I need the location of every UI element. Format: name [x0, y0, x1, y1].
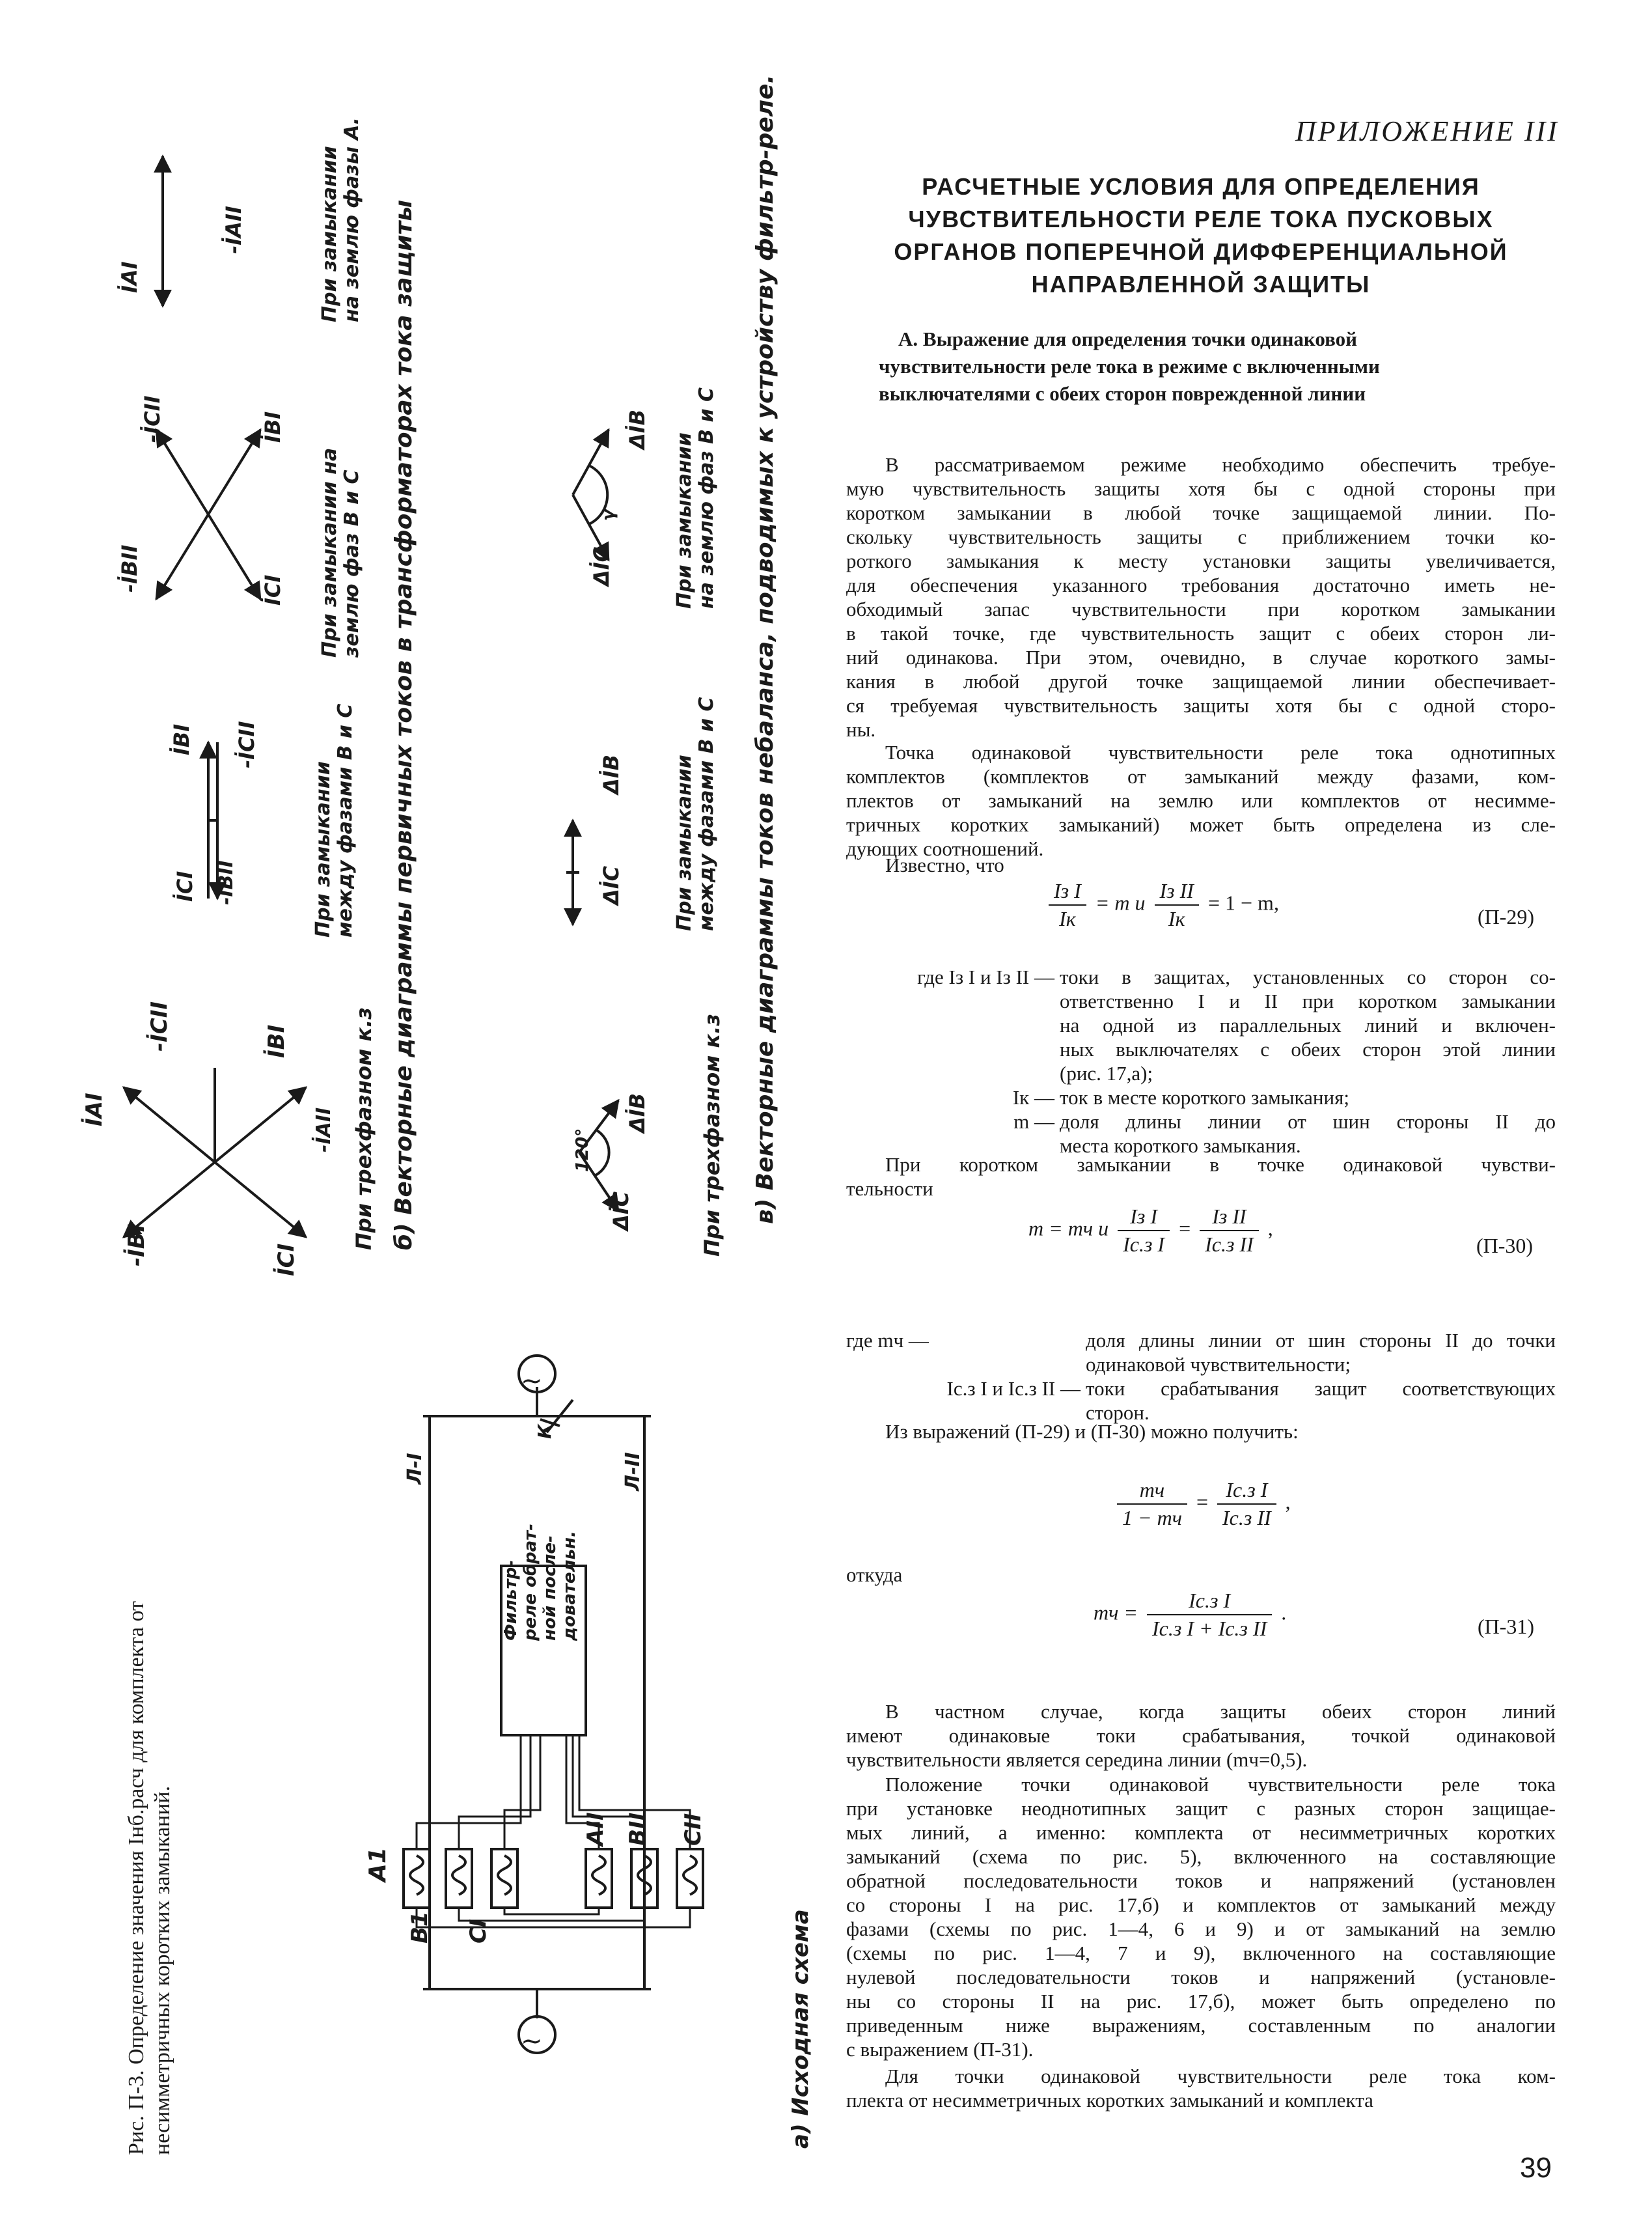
- text-line: Положение точки одинаковой чувствительности реле тока: [885, 1773, 1556, 1796]
- vector-label: İBI: [260, 411, 285, 443]
- paragraph-6: [846, 1772, 1556, 2061]
- line-label: Л-II: [622, 1452, 644, 1491]
- text-line: на одной из параллельных линий и включен-: [1060, 1014, 1556, 1037]
- definition-label: где Iз I и Iз II —: [917, 966, 1054, 988]
- definition-text: [1060, 965, 1556, 1085]
- text-line: скольку чувствительность защиты с приближением точки ко-: [846, 525, 1556, 548]
- fraction: [1118, 1205, 1170, 1257]
- definitions-p29: [846, 965, 1556, 1158]
- text-line: кания в любой другой точке защищаемой линии обеспечивает-: [846, 670, 1556, 693]
- ct-coils-left: [404, 1849, 517, 1908]
- definition-text: [1086, 1328, 1556, 1376]
- case-label: При трехфазном к.з: [351, 1007, 376, 1250]
- denominator: Iк: [1059, 907, 1076, 930]
- text-line: мую чувствительность защиты хотя бы с одной стороны при: [846, 477, 1556, 500]
- paragraph-3: [846, 1152, 1556, 1201]
- phase-label: A1: [365, 1847, 391, 1882]
- caption-line: Рис. П-3. Определение значения Iнб.расч для комплекта от: [124, 1600, 148, 2155]
- text-line: одинаковой чувствительности;: [1086, 1353, 1351, 1376]
- text-line: (рис. 17,а);: [1060, 1062, 1153, 1085]
- unbalance-diagram-bc: [566, 820, 579, 925]
- equation-number: (П-29): [1478, 905, 1535, 928]
- definition-label: где mч —: [846, 1329, 929, 1352]
- phase-label: B1: [407, 1911, 433, 1944]
- equation-p29: [1045, 879, 1279, 931]
- unbalance-diagram-bc-ground: [573, 430, 609, 560]
- numerator: Iз I: [1049, 879, 1086, 906]
- denominator: Iк: [1168, 907, 1185, 930]
- fault-point-label: К: [534, 1424, 555, 1439]
- text-line: При коротком замыкании в точке одинаковой чувстви-: [885, 1153, 1556, 1176]
- operator: mч =: [1094, 1600, 1138, 1624]
- operator: ,: [1285, 1490, 1291, 1514]
- text-line: ний одинакова. При этом, очевидно, в случае короткого замы-: [846, 646, 1556, 669]
- definition-text: [1086, 1376, 1556, 1425]
- relay-label-line: Фильтр-: [501, 1560, 521, 1641]
- operator: = 1 − m,: [1207, 891, 1279, 915]
- text-line: доля длины линии от шин стороны II до: [1060, 1110, 1556, 1133]
- subtitle-line: чувствительности реле тока в режиме с включенными: [879, 355, 1380, 378]
- text-line: Из выражений (П-29) и (П-30) можно получить:: [885, 1420, 1299, 1443]
- definition-row: [846, 1376, 1556, 1425]
- page-number: 39: [1520, 2152, 1552, 2184]
- definition-row: [846, 965, 1556, 1085]
- text-line: для обеспечения указанного требования достаточно иметь не-: [846, 574, 1556, 596]
- text-line: обратной последовательности токов и напряжений (установлен: [846, 1869, 1556, 1892]
- text-line: (схемы по рис. 1—4, 7 и 9), включенного на составляющие: [846, 1942, 1556, 1964]
- text-line: роткого замыкания к месту установки защиты увеличивается,: [846, 550, 1556, 572]
- case-label-line: между фазами В и С: [334, 703, 357, 938]
- case-label-line: При замыкании на: [318, 447, 341, 658]
- paragraph-5: [846, 1699, 1556, 1772]
- vector-label: ΔİC: [599, 865, 624, 905]
- case-label-line: между фазами В и С: [695, 697, 718, 931]
- vector-diagram-bc: [208, 742, 217, 899]
- text-line: фазами (схемы по рис. 1—4, 6 и 9) и от замыканий на землю: [846, 1917, 1556, 1940]
- vector-label: -İBI: [124, 1223, 150, 1266]
- text-line: ответственно I и II при коротком замыкании: [1060, 990, 1556, 1012]
- appendix-label: ПРИЛОЖЕНИЕ III: [1295, 115, 1559, 147]
- operator: .: [1281, 1600, 1287, 1624]
- paragraph-7: [846, 2064, 1556, 2112]
- operator: ,: [1267, 1216, 1273, 1240]
- case-label-line: При замыкании: [318, 146, 341, 322]
- numerator: mч: [1117, 1478, 1187, 1505]
- text-line: доля длины линии от шин стороны II до точки: [1086, 1329, 1556, 1352]
- vector-diagram-3ph: [124, 1068, 306, 1237]
- equation-number: (П-31): [1478, 1615, 1535, 1638]
- text-line: имеют одинаковые токи срабатывания, точкой одинаковой: [846, 1724, 1556, 1747]
- denominator: Iс.з I + Iс.з II: [1151, 1617, 1267, 1640]
- text-line: дующих соотношений.: [846, 837, 1044, 860]
- text-line: тричных коротких замыканий) может быть определена из сле-: [846, 813, 1556, 836]
- vector-label: İAI: [117, 261, 142, 293]
- subtitle-line: А. Выражение для определения точки одинаковой: [898, 328, 1358, 350]
- text-line: со стороны I на рис. 17,б) и комплектов от замыканий между: [846, 1893, 1556, 1916]
- angle-label: γ: [599, 509, 618, 521]
- numerator: Iс.з I: [1217, 1478, 1276, 1505]
- vector-label: İBI: [264, 1024, 290, 1058]
- section-heading: [866, 326, 1556, 408]
- case-label-line: на землю фазы А.: [340, 117, 363, 322]
- text-line: коротком замыкании в любой точке защищаемой линии. По-: [846, 501, 1556, 524]
- fraction: [1117, 1478, 1187, 1530]
- equation-intermediate: [1113, 1478, 1291, 1530]
- vector-label: ΔİB: [599, 754, 624, 794]
- text-line: сторон.: [1086, 1401, 1150, 1424]
- secondary-wiring: [417, 1735, 690, 1927]
- text-line: Известно, что: [885, 854, 1004, 876]
- unbalance-diagram-3ph: [579, 1100, 618, 1211]
- text-line: В рассматриваемом режиме необходимо обеспечить требуе-: [885, 453, 1556, 476]
- vector-label: -İCII: [140, 395, 165, 443]
- operator: m = mч и: [1028, 1216, 1109, 1240]
- definition-label: Iс.з I и Iс.з II —: [946, 1377, 1081, 1400]
- relay-label-line: реле обрат-: [521, 1523, 540, 1641]
- definition-text: [1060, 1109, 1556, 1158]
- definition-label: m —: [1013, 1110, 1054, 1133]
- numerator: Iз II: [1200, 1205, 1259, 1231]
- case-label-line: на землю фаз В и С: [695, 387, 718, 609]
- title-line: ОРГАНОВ ПОПЕРЕЧНОЙ ДИФФЕРЕНЦИАЛЬНОЙ: [894, 238, 1508, 265]
- denominator: Iс.з II: [1205, 1233, 1254, 1256]
- operator: =: [1196, 1490, 1209, 1514]
- vector-label: ΔİC: [589, 546, 614, 586]
- operator: = m и: [1095, 891, 1146, 915]
- text-line: ны.: [846, 718, 876, 741]
- denominator: 1 − mч: [1122, 1506, 1182, 1529]
- vector-label: İCI: [273, 1243, 299, 1276]
- definition-text: ток в месте короткого замыкания;: [1060, 1086, 1349, 1109]
- text-line: замыканий (схема по рис. 5), включенного на составляющие: [846, 1845, 1556, 1868]
- definition-row: [846, 1085, 1556, 1109]
- case-label: При трехфазном к.з: [700, 1014, 724, 1257]
- fraction: [1049, 879, 1086, 931]
- paragraph-1: [846, 453, 1556, 742]
- numerator: Iс.з I: [1147, 1589, 1272, 1615]
- text-line: приведенным ниже выражениям, составленным по аналогии: [846, 2014, 1556, 2037]
- panel-c-caption: в) Векторные диаграммы токов небаланса, подводимых к устройству фильтр-реле.: [752, 74, 778, 1224]
- subtitle-line: выключателями с обеих сторон поврежденной линии: [879, 382, 1366, 405]
- definition-row: [846, 1109, 1556, 1158]
- caption-line: несимметричных коротких замыканий.: [150, 1785, 174, 2155]
- definition-row: [846, 1328, 1556, 1376]
- text-line: плекта от несимметричных коротких замыканий и комплекта: [846, 2089, 1373, 2112]
- fraction: [1147, 1589, 1272, 1641]
- phase-label: BII: [625, 1812, 651, 1846]
- title-line: НАПРАВЛЕННОЙ ЗАЩИТЫ: [1031, 271, 1371, 298]
- vector-label: -İAII: [221, 206, 246, 254]
- vector-label: İCI: [260, 574, 285, 606]
- operator: =: [1179, 1216, 1191, 1240]
- paragraph-4: [846, 1419, 1556, 1443]
- paragraph-2: [846, 740, 1556, 861]
- text-line: токи в защитах, установленных со сторон со-: [1060, 966, 1556, 988]
- numerator: Iз I: [1118, 1205, 1170, 1231]
- equation-p31: [1094, 1589, 1286, 1641]
- generator-symbol: ~: [521, 1366, 543, 1396]
- text-line: места короткого замыкания.: [1060, 1134, 1301, 1157]
- fraction: [1155, 879, 1199, 931]
- vector-label: İCI: [172, 871, 197, 902]
- text-line: ных выключателях с обеих сторон этой линии: [1060, 1038, 1556, 1061]
- generator-bottom: [519, 2016, 555, 2053]
- title-line: РАСЧЕТНЫЕ УСЛОВИЯ ДЛЯ ОПРЕДЕЛЕНИЯ: [922, 173, 1480, 200]
- vector-label: ΔİB: [625, 1093, 650, 1133]
- line-label: Л-I: [404, 1453, 426, 1484]
- case-label-line: При замыкании: [673, 432, 696, 609]
- vector-label: -İCII: [234, 721, 259, 768]
- text-line: В частном случае, когда защиты обеих сторон линий: [885, 1700, 1556, 1723]
- text-line: при установке неоднотипных защит с разных сторон защищае-: [846, 1797, 1556, 1820]
- text-line: откуда: [846, 1563, 903, 1586]
- text-line: Точка одинаковой чувствительности реле тока однотипных: [885, 741, 1556, 764]
- vector-label: -İAII: [312, 1107, 335, 1152]
- relay-label-line: довательн.: [560, 1531, 579, 1641]
- fraction: [1217, 1478, 1276, 1530]
- denominator: Iс.з I: [1123, 1233, 1165, 1256]
- definitions-p30: [846, 1328, 1556, 1425]
- text-line: плектов от замыканий на землю или комплектов от несимме-: [846, 789, 1556, 812]
- definition-label: Iк —: [1012, 1086, 1054, 1109]
- title-line: ЧУВСТВИТЕЛЬНОСТИ РЕЛЕ ТОКА ПУСКОВЫХ: [908, 206, 1494, 232]
- text-line: в такой точке, где чувствительность защит с обеих сторон ли-: [846, 622, 1556, 645]
- schematic-busbars: [423, 1387, 651, 2018]
- whence-line: [846, 1563, 1556, 1587]
- vector-label: -İBII: [215, 860, 238, 905]
- text-line: ны со стороны II на рис. 17,б), может быть определено по: [846, 1990, 1556, 2013]
- text-line: комплектов (комплектов от замыканий между фазами, ком-: [846, 765, 1556, 788]
- fraction: [1200, 1205, 1259, 1257]
- phase-label: CII: [680, 1813, 706, 1846]
- text-line: нулевой последовательности токов и напряжений (установле-: [846, 1966, 1556, 1988]
- vector-label: -İBII: [117, 544, 142, 592]
- vector-label: ΔİB: [625, 409, 650, 449]
- generator-symbol: ~: [521, 2026, 543, 2056]
- text-line: токи срабатывания защит соответствующих: [1086, 1377, 1556, 1400]
- text-line: мых линий, а именно: комплекта от несимметричных коротких: [846, 1821, 1556, 1844]
- denominator: Iс.з II: [1222, 1506, 1271, 1529]
- text-line: с выражением (П-31).: [846, 2038, 1034, 2061]
- known-line: [846, 853, 1556, 877]
- vector-label: İBI: [169, 723, 194, 755]
- text-line: ся требуемая чувствительность защиты хотя бы с одной сторо-: [846, 694, 1556, 717]
- panel-a-caption: а) Исходная схема: [788, 1909, 814, 2149]
- equation-number: (П-30): [1476, 1234, 1534, 1257]
- relay-box: [501, 1566, 586, 1735]
- vector-label: İAI: [81, 1093, 107, 1126]
- vector-label: ΔİC: [609, 1191, 633, 1231]
- phase-label: AII: [583, 1812, 609, 1846]
- case-label-line: землю фаз В и С: [340, 469, 363, 658]
- generator-top: [519, 1356, 555, 1392]
- vector-label: -İCII: [146, 1001, 172, 1052]
- phase-label: CI: [465, 1919, 491, 1944]
- panel-b-caption: б) Векторные диаграммы первичных токов в трансформаторах тока защиты: [391, 200, 417, 1250]
- angle-label: 120°: [573, 1128, 592, 1172]
- text-line: тельности: [846, 1177, 933, 1200]
- case-label-line: При замыкании: [312, 761, 335, 938]
- relay-label-line: ной после-: [540, 1535, 560, 1641]
- text-line: чувствительности является середина линии (mч=0,5).: [846, 1748, 1308, 1771]
- vector-diagram-bc-ground: [156, 430, 260, 599]
- numerator: Iз II: [1155, 879, 1199, 906]
- case-label-line: При замыкании: [673, 755, 696, 931]
- text-line: Для точки одинаковой чувствительности реле тока ком-: [885, 2065, 1556, 2087]
- page-title: [846, 171, 1556, 301]
- equation-p30: [1028, 1205, 1273, 1257]
- text-line: обходимый запас чувствительности при коротком замыкании: [846, 598, 1556, 620]
